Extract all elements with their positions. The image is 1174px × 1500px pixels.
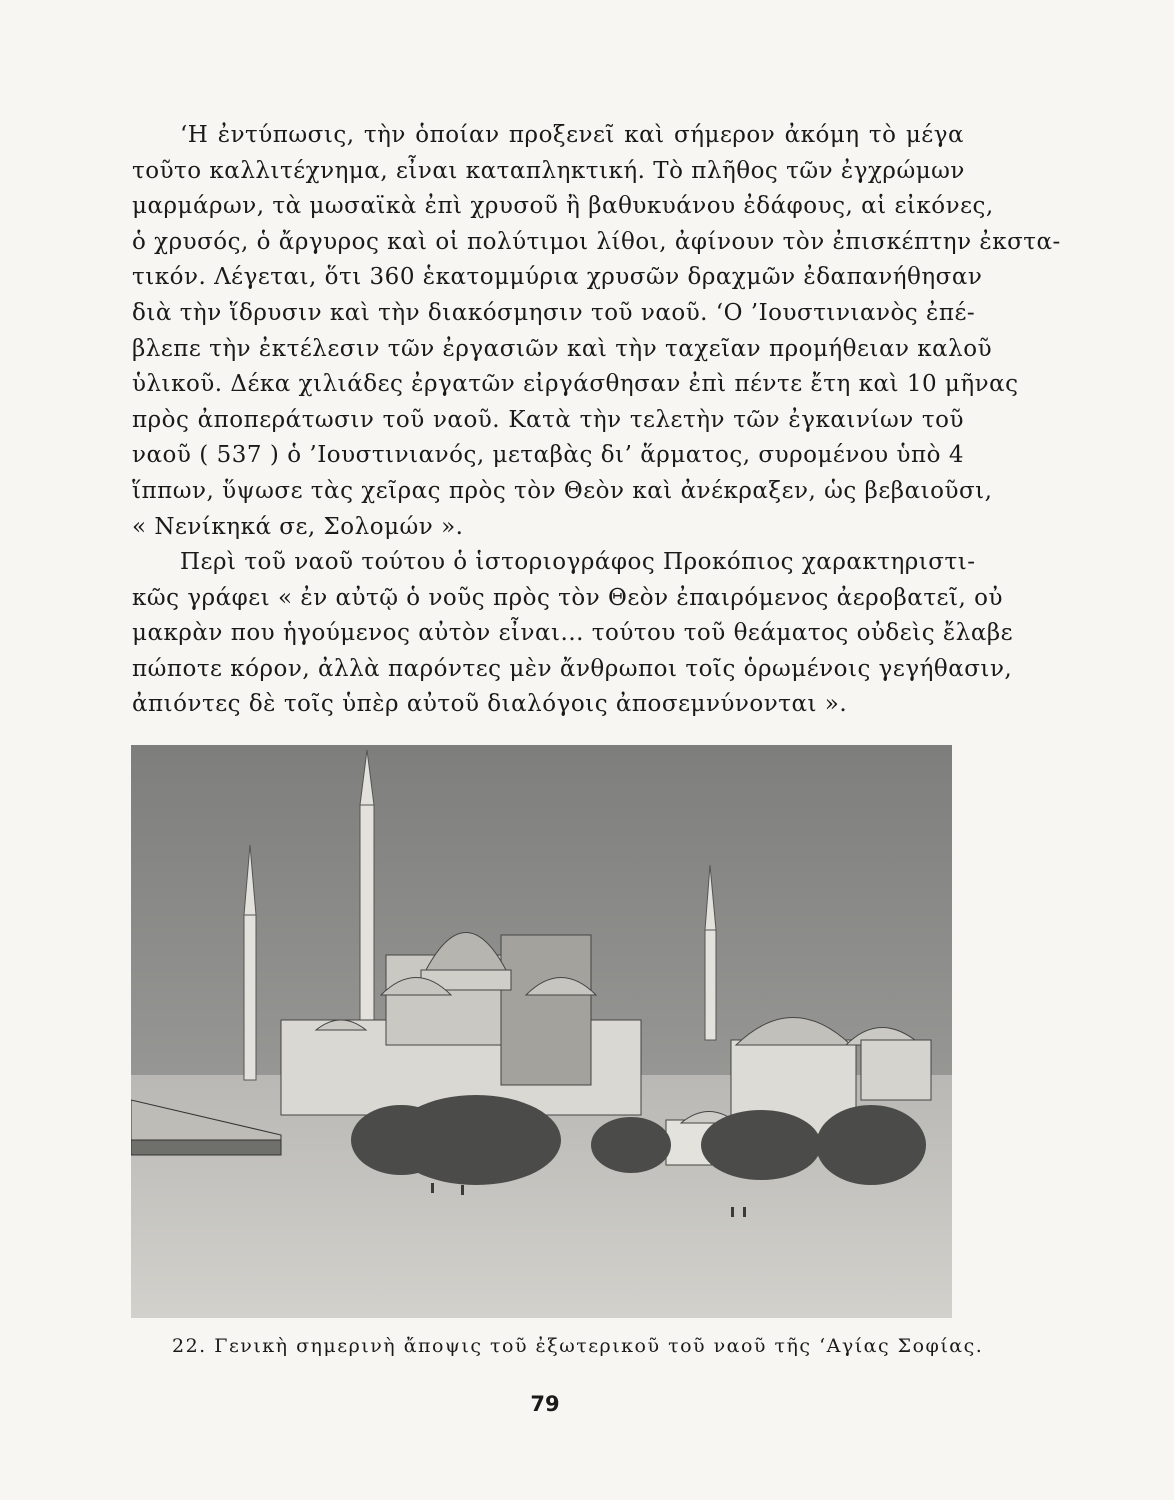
- text-line: ‘Η ἐντύπωσις, τὴν ὁποίαν προξενεῖ καὶ σήμερον ἀκόμη τὸ μέγα: [180, 122, 964, 148]
- text-line: πρὸς ἀποπεράτωσιν τοῦ ναοῦ. Κατὰ τὴν τελετὴν τῶν ἐγκαινίων τοῦ: [132, 406, 964, 433]
- figure-caption: 22. Γενικὴ σημερινὴ ἄποψις τοῦ ἐξωτερικοῦ τοῦ ναοῦ τῆς ‘Αγίας Σοφίας.: [172, 1335, 984, 1357]
- hagia-sophia-photo: [131, 745, 952, 1318]
- text-line: ἀπιόντες δὲ τοῖς ὑπὲρ αὐτοῦ διαλόγοις ἀποσεμνύνονται ».: [132, 691, 848, 718]
- text-line: μαρμάρων, τὰ μωσαϊκὰ ἐπὶ χρυσοῦ ἢ βαθυκυάνου ἐδάφους, αἱ εἰκόνες,: [132, 193, 994, 220]
- text-line: τικόν. Λέγεται, ὅτι 360 ἑκατομμύρια χρυσῶν δραχμῶν ἐδαπανήθησαν: [132, 264, 983, 291]
- paragraph-1: [132, 118, 1061, 545]
- page-number: 79: [530, 1392, 560, 1416]
- text-line: κῶς γράφει « ἐν αὐτῷ ὁ νοῦς πρὸς τὸν Θεὸν ἐπαιρόμενος ἀεροβατεῖ, οὐ: [132, 584, 1003, 611]
- text-line: ὁ χρυσός, ὁ ἄργυρος καὶ οἱ πολύτιμοι λίθοι, ἀφίνουν τὸν ἐπισκέπτην ἐκστα-: [132, 228, 1061, 255]
- text-line: ναοῦ ( 537 ) ὁ ’Ιουστινιανός, μεταβὰς δι’ ἅρματος, συρομένου ὑπὸ 4: [132, 442, 964, 469]
- text-line: « Νενίκηκά σε, Σολομών ».: [132, 513, 464, 540]
- text-line: Περὶ τοῦ ναοῦ τούτου ὁ ἱστοριογράφος Προκόπιος χαρακτηριστι-: [180, 549, 976, 575]
- text-line: μακρὰν που ἡγούμενος αὐτὸν εἶναι... τούτου τοῦ θεάματος οὐδεὶς ἔλαβε: [132, 620, 1014, 647]
- text-line: διὰ τὴν ἵδρυσιν καὶ τὴν διακόσμησιν τοῦ ναοῦ. ‘Ο ’Ιουστινιανὸς ἐπέ-: [132, 299, 976, 326]
- text-line: βλεπε τὴν ἐκτέλεσιν τῶν ἐργασιῶν καὶ τὴν ταχεῖαν προμήθειαν καλοῦ: [132, 335, 993, 362]
- text-line: ἵππων, ὕψωσε τὰς χεῖρας πρὸς τὸν Θεὸν καὶ ἀνέκραξεν, ὡς βεβαιοῦσι,: [132, 477, 993, 504]
- text-line: πώποτε κόρον, ἀλλὰ παρόντες μὲν ἄνθρωποι τοῖς ὁρωμένοις γεγήθασιν,: [132, 655, 1013, 682]
- text-line: ὑλικοῦ. Δέκα χιλιάδες ἐργατῶν εἰργάσθησαν ἐπὶ πέντε ἔτη καὶ 10 μῆνας: [132, 371, 1019, 398]
- paragraph-2: [132, 545, 1014, 723]
- text-line: τοῦτο καλλιτέχνημα, εἶναι καταπληκτική. Τὸ πλῆθος τῶν ἐγχρώμων: [132, 157, 965, 184]
- photo-illustration: [131, 745, 952, 1318]
